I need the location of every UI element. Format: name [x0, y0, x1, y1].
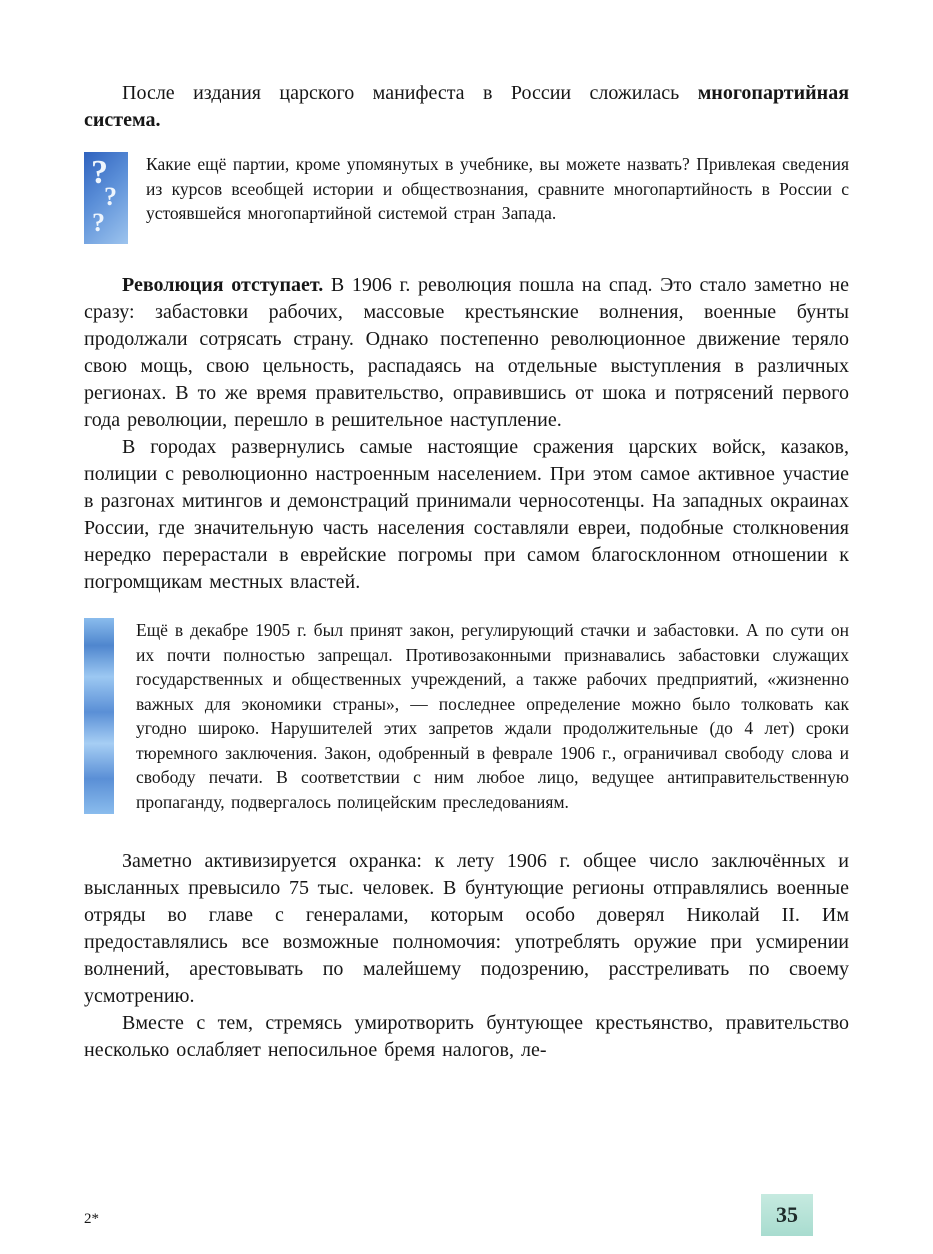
paragraph-peasantry: Вместе с тем, стремясь умиротворить бунтующее крестьянство, правительство несколько ослабляет непосильное бремя налогов, ле-: [84, 1012, 849, 1061]
paragraph-revolution: [84, 272, 849, 434]
question-block: [84, 152, 849, 244]
law-text: Ещё в декабре 1905 г. был принят закон, регулирующий стачки и забастовки. А по сути он их почти полностью запрещал. Противозаконными признавались забастовки служащих государственных и общественных учреждений, а также рабочих предприятий, «жизненно важных для экономики страны», — последнее определение можно было толковать как угодно широко. Нарушителей этих запретов ждали продолжительные (до 4 лет) сроки тюремного заключения. Закон, одобренный в феврале 1906 г., ограничивал свободу слова и свободу печати. В соответствии с ним любое лицо, ведущее антиправительственную пропаганду, подвергалось полицейским преследованиям.: [136, 620, 849, 812]
page-number-text: 35: [776, 1202, 798, 1227]
question-marks-icon: [84, 152, 128, 244]
paragraph-intro: [84, 80, 849, 134]
intro-bold-text: многопартийная система.: [84, 82, 850, 131]
revolution-text: В 1906 г. революция пошла на спад. Это стало заметно не сразу: забастовки рабочих, массовые крестьянские волнения, военные бунты продолжали сотрясать страну. Однако постепенно революционное движение теряло свою мощь, свою цельность, распадаясь на отдельные выступления в различных регионах. В то же время правительство, оправившись от шока и потрясений первого года революции, перешло в решительное наступление.: [84, 274, 849, 431]
paragraph-cities: В городах развернулись самые настоящие сражения царских войск, казаков, полиции с революционно настроенным населением. При этом самое активное участие в разгонах митингов и демонстраций принимали черносотенцы. На западных окраинах России, где значительную часть населения составляли евреи, подобные столкновения нередко перерастали в еврейские погромы при самом благосклонном отношении к погромщикам местных властей.: [84, 436, 849, 593]
page-number-badge: [761, 1194, 813, 1236]
question-glyph-2: ?: [104, 182, 117, 211]
intro-text: После издания царского манифеста в России сложилась: [122, 82, 680, 104]
revolution-lead: Революция отступает.: [122, 274, 324, 296]
paragraph-okhranka: Заметно активизируется охранка: к лету 1906 г. общее число заключённых и высланных превысило 75 тыс. человек. В бунтующие регионы отправлялись военные отряды во главе с генералами, которым особо доверял Николай II. Им предоставлялись все возможные полномочия: употреблять оружие при усмирении волнений, арестовывать по малейшему подозрению, расстреливать по своему усмотрению.: [84, 850, 849, 1007]
footer-signature: 2*: [84, 1211, 99, 1227]
question-text: Какие ещё партии, кроме упомянутых в учебнике, вы можете назвать? Привлекая сведения из курсов всеобщей истории и обществознания, сравните многопартийность в России с устоявшейся многопартийной системой стран Запада.: [146, 154, 849, 223]
question-glyph-3: ?: [92, 208, 105, 237]
question-glyph-1: ?: [91, 154, 108, 191]
blue-stripe-decoration: [84, 618, 114, 814]
law-sidebar-block: [84, 618, 849, 814]
